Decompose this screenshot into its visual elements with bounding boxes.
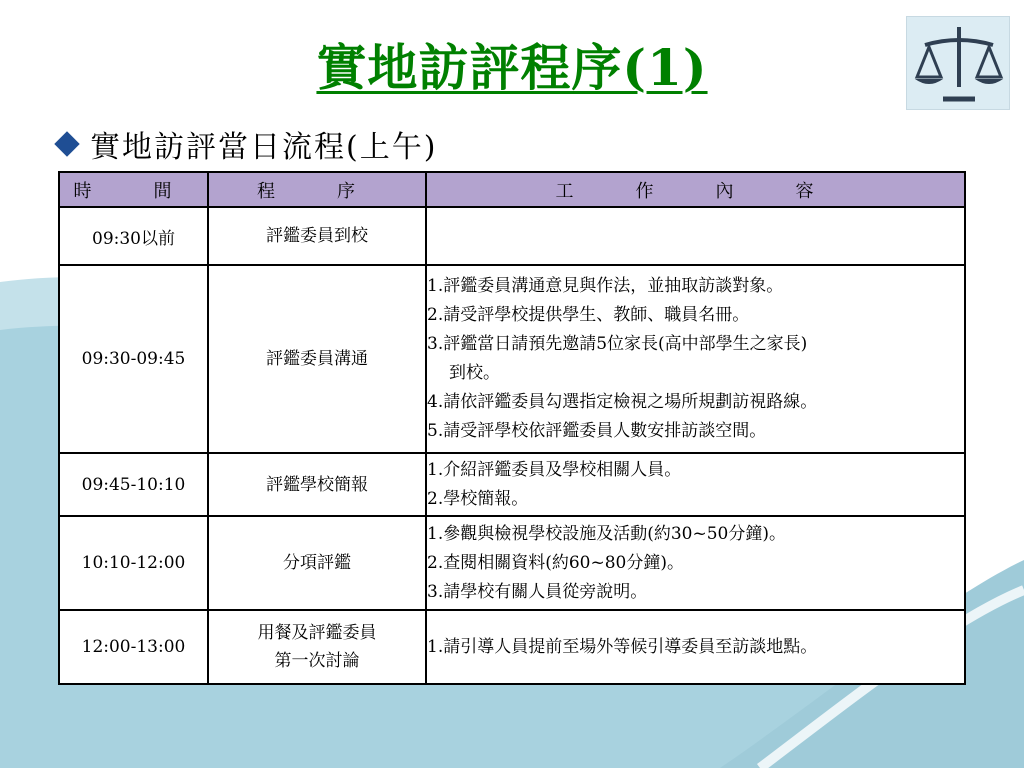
content-item: 3.評鑑當日請預先邀請5位家長(高中部學生之家長)	[427, 334, 808, 354]
section-heading	[54, 122, 437, 166]
procedure-text: 評鑑委員到校	[266, 226, 368, 246]
table-row	[59, 516, 965, 610]
content-cell	[426, 610, 965, 684]
procedure-text: 用餐及評鑑委員	[257, 623, 377, 643]
header-time: 時 間	[59, 172, 208, 207]
content-item: 4.請依評鑑委員勾選指定檢視之場所規劃訪視路線。	[427, 392, 818, 412]
procedure-text: 評鑑委員溝通	[266, 349, 368, 369]
time-cell: 09:45-10:10	[59, 453, 208, 516]
time-cell: 10:10-12:00	[59, 516, 208, 610]
content-item: 1.請引導人員提前至場外等候引導委員至訪談地點。	[427, 636, 818, 657]
content-cell	[426, 516, 965, 610]
procedure-cell	[208, 516, 426, 610]
content-cell	[426, 453, 965, 516]
time-cell: 12:00-13:00	[59, 610, 208, 684]
procedure-cell	[208, 265, 426, 453]
procedure-cell	[208, 207, 426, 265]
section-heading-text: 實地訪評當日流程(上午)	[90, 130, 438, 165]
procedure-cell	[208, 610, 426, 684]
time-cell: 09:30-09:45	[59, 265, 208, 453]
content-item: 2.學校簡報。	[427, 488, 529, 509]
table-header-row	[59, 172, 965, 207]
table-row	[59, 610, 965, 684]
time-cell: 09:30以前	[59, 207, 208, 265]
content-cell	[426, 265, 965, 453]
page-title: 實地訪評程序(1)	[316, 38, 708, 97]
content-item: 1.介紹評鑑委員及學校相關人員。	[427, 459, 682, 480]
content-cell	[426, 207, 965, 265]
header-content: 工 作 內 容	[426, 172, 965, 207]
diamond-bullet-icon	[54, 131, 79, 156]
procedure-text: 分項評鑑	[283, 553, 351, 573]
header-procedure: 程 序	[208, 172, 426, 207]
content-item: 5.請受評學校依評鑑委員人數安排訪談空間。	[427, 421, 767, 441]
procedure-text: 評鑑學校簡報	[266, 474, 368, 495]
table-row	[59, 453, 965, 516]
table-row	[59, 207, 965, 265]
schedule-table	[58, 171, 966, 685]
table-row	[59, 265, 965, 453]
scales-of-justice-logo	[906, 16, 1010, 110]
procedure-cell	[208, 453, 426, 516]
content-item: 到校。	[449, 363, 500, 383]
procedure-text: 第一次討論	[274, 651, 360, 671]
content-item: 3.請學校有關人員從旁說明。	[427, 581, 648, 602]
content-item: 1.參觀與檢視學校設施及活動(約30~50分鐘)。	[427, 523, 786, 544]
content-item: 2.查閱相關資料(約60~80分鐘)。	[427, 552, 684, 573]
content-item: 1.評鑑委員溝通意見與作法，並抽取訪談對象。	[427, 276, 784, 296]
content-item: 2.請受評學校提供學生、教師、職員名冊。	[427, 305, 750, 325]
